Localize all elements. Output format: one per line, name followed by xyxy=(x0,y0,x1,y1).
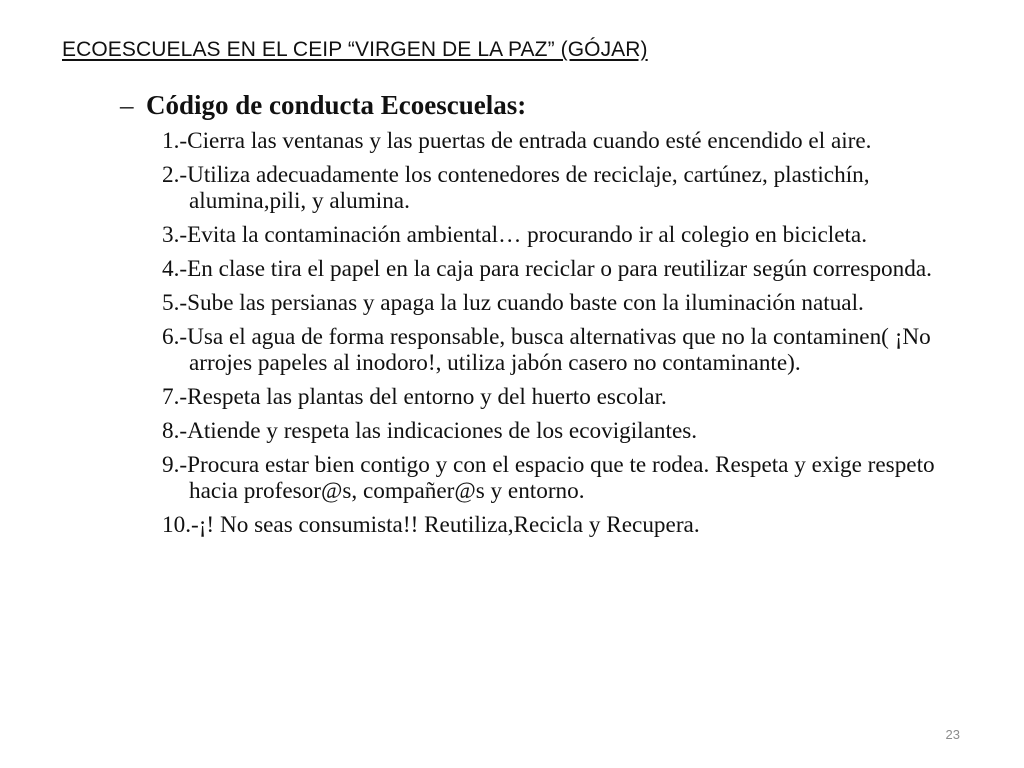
rule-item-2: 2.-Utiliza adecuadamente los contenedores de reciclaje, cartúnez, plastichín, alumina,pili, y alumina. xyxy=(162,162,870,214)
page-number: 23 xyxy=(945,727,960,742)
rule-item-3: 3.-Evita la contaminación ambiental… procurando ir al colegio en bicicleta. xyxy=(162,222,868,248)
section-heading-text: Código de conducta Ecoescuelas: xyxy=(146,90,527,120)
rule-item-6: 6.-Usa el agua de forma responsable, busca alternativas que no la contaminen( ¡No arrojes papeles al inodoro!, utiliza jabón casero no contaminante). xyxy=(162,324,931,376)
section-heading xyxy=(120,90,526,121)
slide-title: ECOESCUELAS EN EL CEIP “VIRGEN DE LA PAZ” (GÓJAR) xyxy=(62,38,648,61)
dash-bullet: – xyxy=(120,90,134,120)
rule-item-8: 8.-Atiende y respeta las indicaciones de los ecovigilantes. xyxy=(162,418,698,444)
conduct-rules-list xyxy=(162,128,962,546)
rule-item-5: 5.-Sube las persianas y apaga la luz cuando baste con la iluminación natual. xyxy=(162,290,864,316)
rule-item-1: 1.-Cierra las ventanas y las puertas de entrada cuando esté encendido el aire. xyxy=(162,128,872,154)
rule-item-7: 7.-Respeta las plantas del entorno y del huerto escolar. xyxy=(162,384,667,410)
rule-item-9: 9.-Procura estar bien contigo y con el espacio que te rodea. Respeta y exige respeto hacia profesor@s, compañer@s y entorno. xyxy=(162,452,935,504)
rule-item-10: 10.-¡! No seas consumista!! Reutiliza,Recicla y Recupera. xyxy=(162,512,700,538)
rule-item-4: 4.-En clase tira el papel en la caja para reciclar o para reutilizar según corresponda. xyxy=(162,256,932,282)
